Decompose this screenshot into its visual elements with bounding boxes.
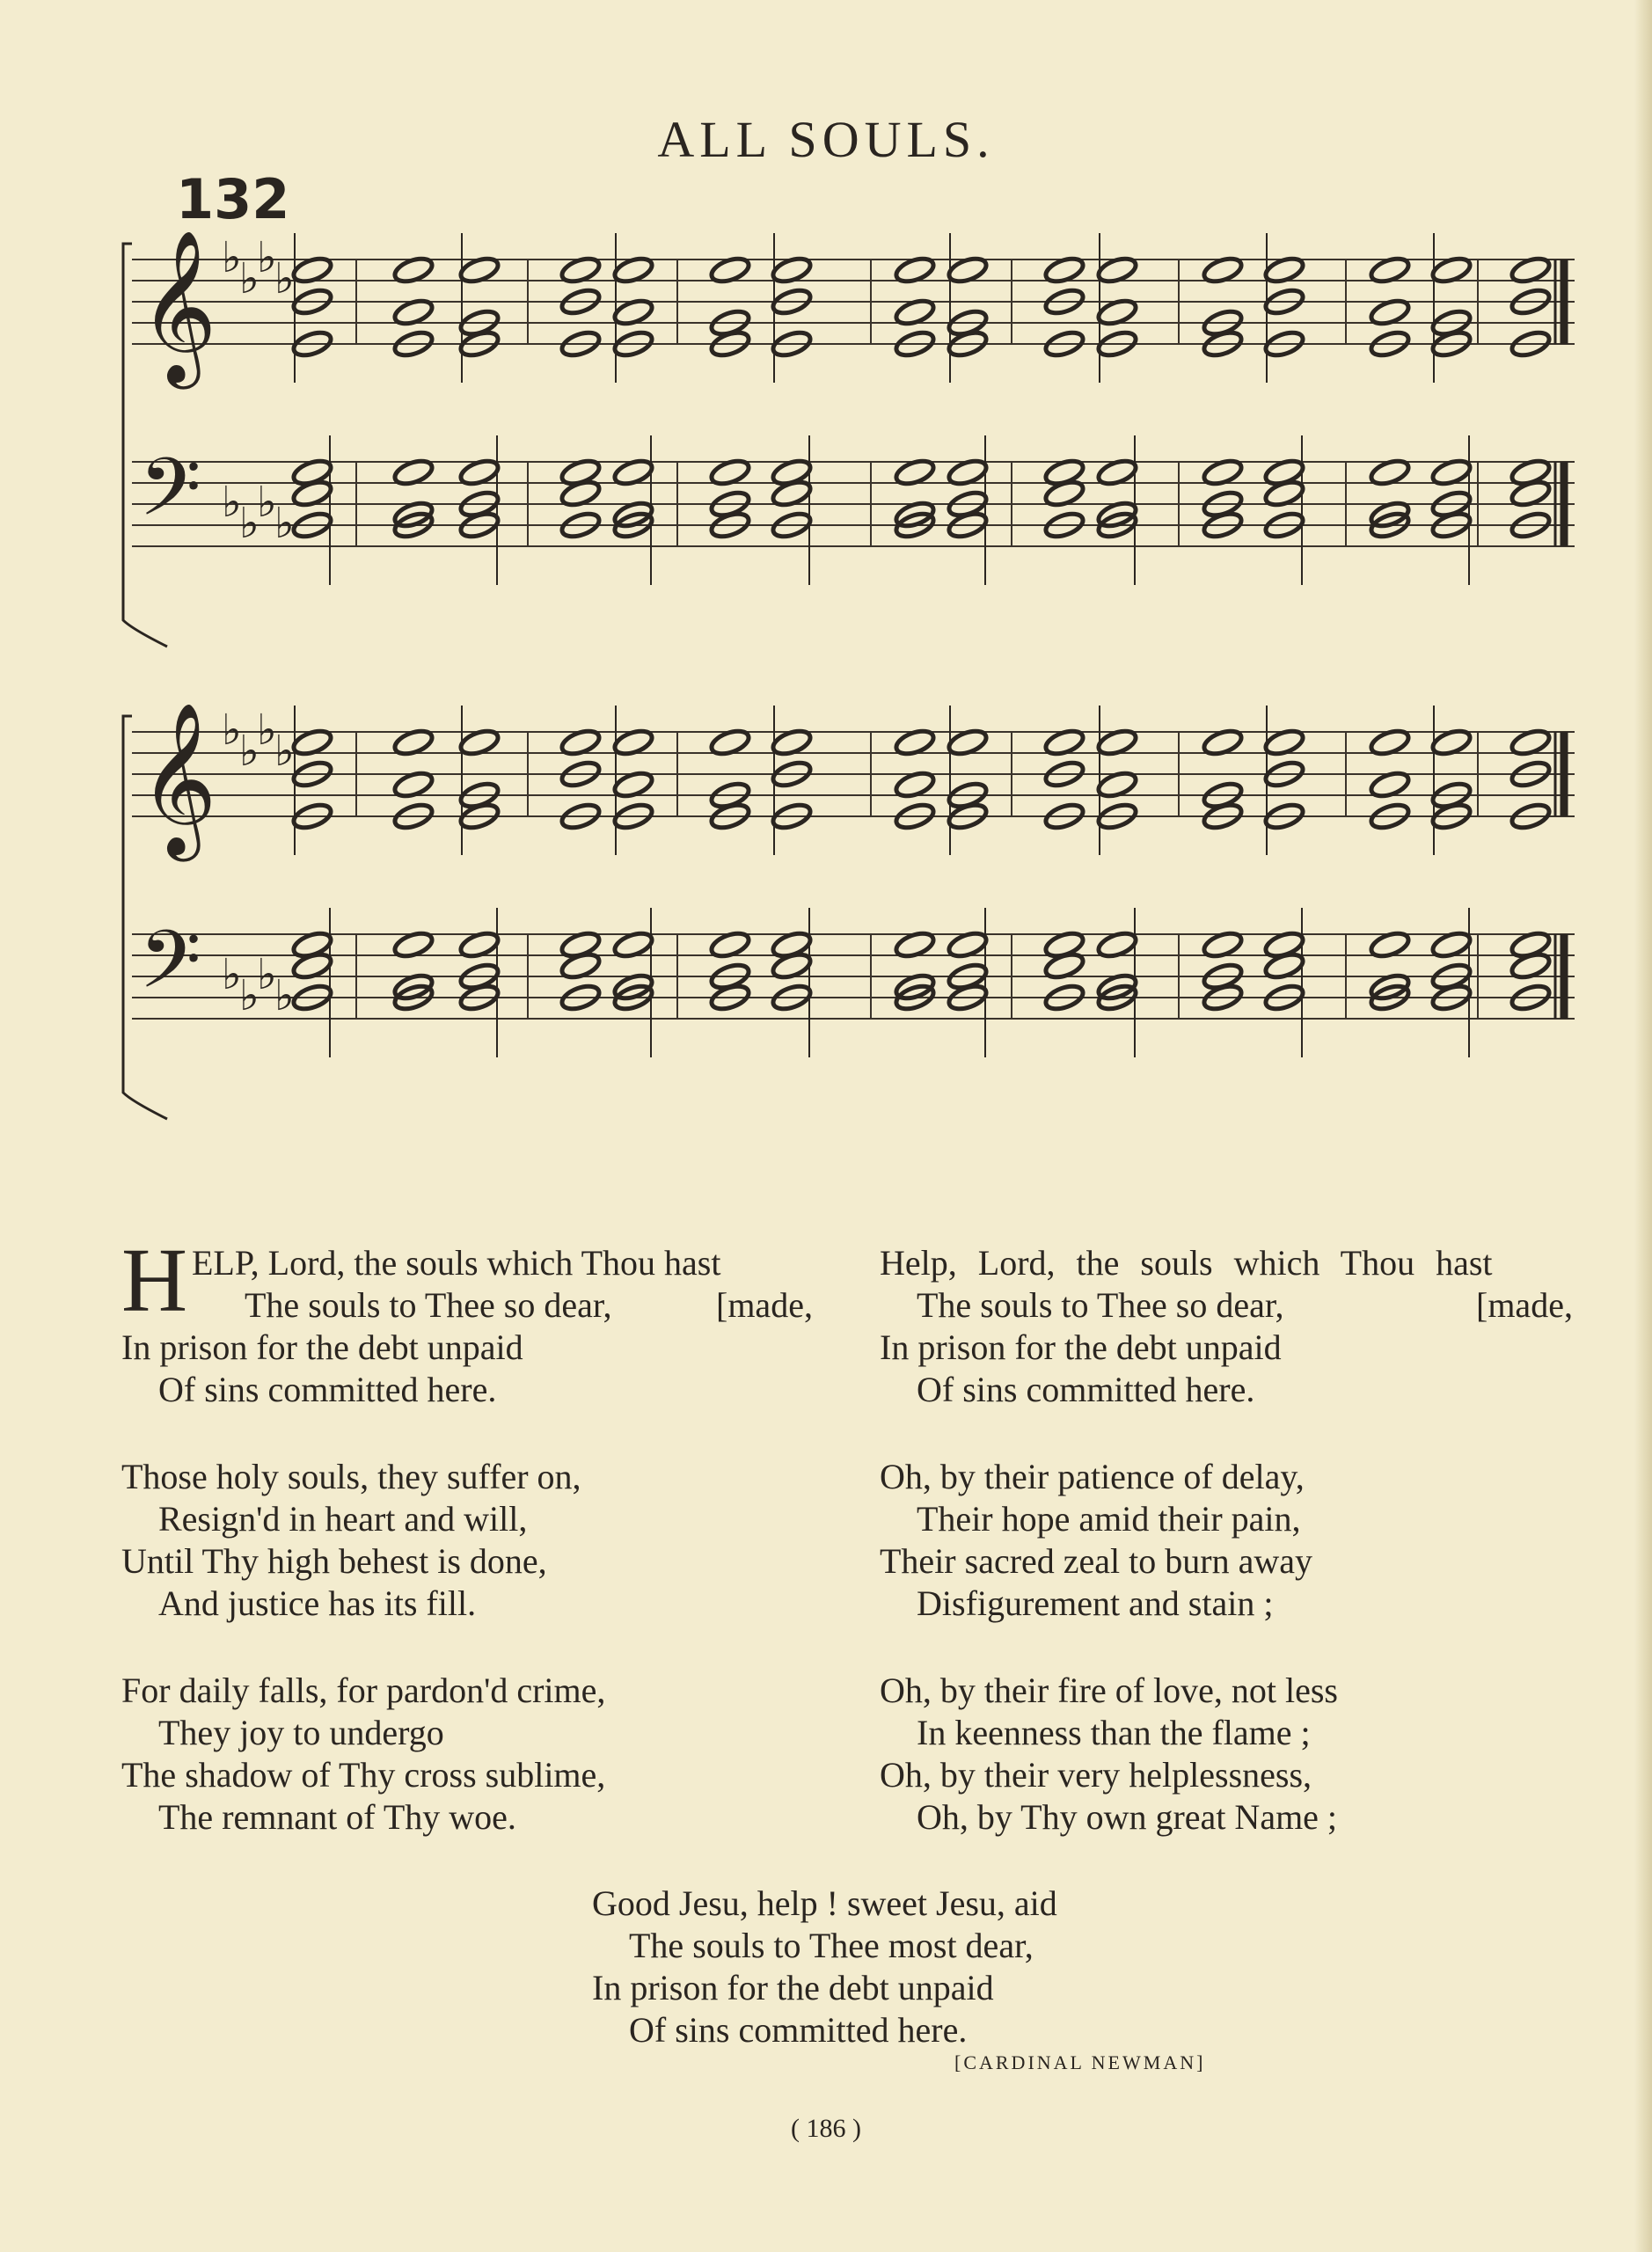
flat-icon: ♭	[222, 478, 242, 527]
verse-1	[192, 1242, 720, 1284]
flat-icon: ♭	[222, 233, 242, 282]
verse-2	[121, 1456, 581, 1625]
verse-line-runover: [made,	[716, 1285, 813, 1325]
verse-line	[121, 1284, 813, 1327]
verse-line: The shadow of Thy cross sublime,	[121, 1755, 606, 1795]
flat-icon: ♭	[257, 478, 277, 527]
page-number: ( 186 )	[791, 2114, 861, 2143]
verse-line: In prison for the debt unpaid	[121, 1327, 523, 1367]
verse-line-text: The souls to Thee so dear,	[917, 1285, 1284, 1325]
page-edge-shadow	[1634, 0, 1652, 2252]
verse-line: And justice has its fill.	[158, 1583, 477, 1623]
verse-line-text: The souls to Thee so dear,	[245, 1285, 612, 1325]
verse-line: Of sins committed here.	[629, 2010, 968, 2050]
verse-line: Good Jesu, help ! sweet Jesu, aid	[592, 1883, 1057, 1923]
verse-line: They joy to undergo	[158, 1713, 444, 1752]
verse-line: Help, Lord, the souls which Thou hast	[880, 1243, 1493, 1283]
verse-line: In prison for the debt unpaid	[880, 1327, 1282, 1367]
verse-line: Of sins committed here.	[917, 1370, 1255, 1409]
flat-icon: ♭	[239, 971, 259, 1020]
flat-icon: ♭	[274, 971, 295, 1020]
flat-icon: ♭	[239, 254, 259, 303]
verse-3	[121, 1670, 605, 1839]
verse-line: For daily falls, for pardon'd crime,	[121, 1671, 606, 1710]
verse-line: In prison for the debt unpaid	[592, 1968, 994, 2007]
verse-5	[880, 1456, 1312, 1625]
treble-clef-icon: 𝄞	[139, 702, 217, 855]
treble-clef-icon: 𝄞	[139, 230, 217, 383]
verse-line: Disfigurement and stain ;	[917, 1583, 1274, 1623]
drop-cap: H	[121, 1230, 188, 1331]
flat-icon: ♭	[274, 254, 295, 303]
verse-line: Oh, by their very helplessness,	[880, 1755, 1312, 1795]
flat-icon: ♭	[257, 950, 277, 999]
verse-4	[880, 1242, 1573, 1411]
verse-6	[880, 1670, 1338, 1839]
verse-7	[592, 1883, 1057, 2051]
verse-line: The remnant of Thy woe.	[158, 1797, 516, 1837]
bass-clef-icon: 𝄢	[139, 913, 201, 1026]
hymn-number: 132	[176, 167, 290, 231]
verse-line: Oh, by their fire of love, not less	[880, 1671, 1338, 1710]
flat-icon: ♭	[257, 706, 277, 755]
flat-icon: ♭	[274, 499, 295, 548]
flat-icon: ♭	[257, 233, 277, 282]
bass-clef-icon: 𝄢	[139, 441, 201, 553]
verse-line: ELP, Lord, the souls which Thou hast	[192, 1243, 721, 1283]
verse-line: Oh, by Thy own great Name ;	[917, 1797, 1338, 1837]
verse-line: Oh, by their patience of delay,	[880, 1457, 1305, 1496]
verse-1-cont	[121, 1284, 813, 1411]
verse-line: Of sins committed here.	[158, 1370, 497, 1409]
verse-line: Those holy souls, they suffer on,	[121, 1457, 581, 1496]
verse-line: Until Thy high behest is done,	[121, 1541, 547, 1581]
flat-icon: ♭	[239, 499, 259, 548]
verse-line: Their hope amid their pain,	[917, 1499, 1301, 1539]
flat-icon: ♭	[222, 950, 242, 999]
verse-line-runover: [made,	[1476, 1285, 1573, 1325]
verse-line: Their sacred zeal to burn away	[880, 1541, 1312, 1581]
flat-icon: ♭	[274, 727, 295, 776]
hymn-title: ALL SOULS.	[657, 111, 995, 168]
verse-line: In keenness than the flame ;	[917, 1713, 1311, 1752]
flat-icon: ♭	[239, 727, 259, 776]
verse-line: The souls to Thee most dear,	[629, 1926, 1034, 1965]
verse-line	[880, 1284, 1573, 1327]
verse-line: Resign'd in heart and will,	[158, 1499, 528, 1539]
attribution: [CARDINAL NEWMAN]	[954, 2051, 1206, 2073]
flat-icon: ♭	[222, 706, 242, 755]
